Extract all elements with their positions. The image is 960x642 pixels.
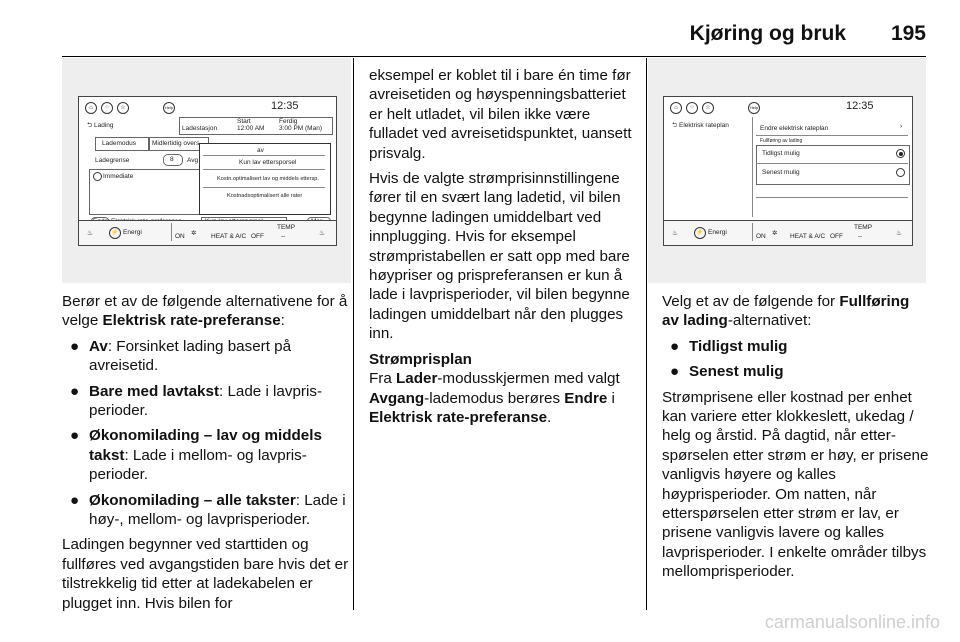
dropdown-sep bbox=[203, 187, 325, 188]
clock: 12:35 bbox=[271, 100, 299, 112]
help-icon: Help bbox=[748, 102, 760, 114]
item-text: : Lade i lavprisperioder. bbox=[89, 382, 323, 420]
energi-label: Energi bbox=[708, 229, 727, 236]
clock: 12:35 bbox=[846, 100, 874, 112]
seat-left-icon: ♨ bbox=[87, 230, 93, 237]
immediate-label: Immediate bbox=[103, 173, 134, 180]
screen-charging bbox=[78, 96, 337, 246]
item-bold: Økonomilading – lav og middels takst bbox=[89, 427, 322, 464]
col3-paragraph: Strømprisene eller kostnad per enhet kan variere etter klokkeslett, ukedag / helg og årstid. På dagtid, når etterspørselen etter strøm er høy, er prisene vanligvis høyere og kalles høyprisperioder. Om natten, når etterspørselen etter strøm er lav, er prisene vanligvis lavere og kalles lavprisperioder. I enkelte områder tilbys mellomprisperioder. bbox=[662, 388, 929, 581]
station-label: Ladestasjon bbox=[182, 125, 218, 132]
energy-icon: ⚡ bbox=[694, 227, 706, 239]
col1-intro-colon: : bbox=[280, 312, 285, 330]
t: Velg et av de følgende for bbox=[662, 293, 840, 310]
item-text: : Lade i høy-, mellom- og lavprisperioder. bbox=[89, 491, 346, 529]
t: -alternativet: bbox=[727, 312, 812, 330]
help-icon: Help bbox=[163, 102, 175, 114]
t-bold: Fullføring av lading bbox=[662, 293, 910, 330]
dropdown-item-kostn-lav-middels: Kostn.optimalisert lav og middels ettersp. bbox=[217, 176, 319, 182]
col1-intro-text: Berør et av de følgende alternativene for å velge bbox=[62, 293, 348, 330]
opt-tidligst-radio bbox=[896, 149, 905, 158]
ferdig-value: 3:00 PM (Man) bbox=[279, 125, 322, 132]
ferdig-header: Ferdig bbox=[279, 118, 298, 125]
fan-icon: ✲ bbox=[191, 230, 197, 237]
favorites-icon: ☆ bbox=[702, 102, 714, 114]
temp-value: -- bbox=[858, 233, 863, 240]
t-bold: Lader bbox=[396, 370, 438, 388]
home-icon: ⌂ bbox=[85, 102, 97, 114]
tab-lademodus-label: Lademodus bbox=[102, 140, 136, 147]
apps-icon: ⁘ bbox=[686, 102, 698, 114]
chevron-right-icon: › bbox=[900, 123, 903, 130]
ladegrense-label: Ladegrense bbox=[95, 157, 130, 164]
dropdown-sep bbox=[203, 155, 325, 156]
item-text: : Forsinket lading basert på avreisetid. bbox=[89, 337, 292, 375]
fullf-label: Fullføring av lading bbox=[760, 138, 803, 144]
climate-bar bbox=[664, 220, 912, 245]
completion-options-list bbox=[662, 337, 930, 382]
energi-label: Energi bbox=[123, 229, 142, 236]
panel-divider bbox=[752, 117, 753, 217]
sep bbox=[756, 197, 908, 198]
home-icon: ⌂ bbox=[670, 102, 682, 114]
off-label: OFF bbox=[830, 233, 843, 240]
watermark: carmanualsonline.info bbox=[764, 612, 940, 632]
tab-midlertidig-label: Midlertidig overs bbox=[152, 140, 200, 147]
col2-p1: eksempel er koblet til i bare én time før avreisetiden og høyspenningsbatteriet er helt utladet, vil bilen ikke være fulladet ved avreisetidspunktet, uansett prisvalg. bbox=[369, 67, 632, 162]
energy-icon: ⚡ bbox=[109, 227, 121, 239]
col2-p3 bbox=[369, 369, 635, 427]
t: -lademodus berøres bbox=[424, 389, 565, 407]
bar-divider bbox=[752, 223, 753, 241]
col2-p2: Hvis de valgte strømprisinnstillingene fører til en svært lang ladetid, vil bilen begynne ladingen umiddelbart ved innplugging. Hvis for eksempel strømpristabellen er satt opp med bare høypriser og prispreferansen er kun å lade i lavprisperioder, vil bilen begynne ladingen umiddelbart når den plugges inn. bbox=[369, 170, 630, 343]
back-arrow-icon: ⮌ bbox=[672, 122, 680, 129]
column-divider-2 bbox=[646, 58, 647, 610]
item-bold: Økonomilading – alle takster bbox=[89, 491, 296, 509]
col3-intro bbox=[662, 292, 930, 331]
off-label: OFF bbox=[251, 233, 264, 240]
list-item bbox=[662, 337, 930, 356]
sep bbox=[756, 135, 908, 136]
list-item bbox=[62, 382, 352, 421]
list-item bbox=[62, 491, 352, 530]
apps-icon: ⁘ bbox=[101, 102, 113, 114]
col1-paragraph: Ladingen begynner ved starttiden og fullføres ved avgangstiden bare hvis det er tilstrekkelig tid etter at ladekabelen er plugget inn. Hvis bilen for bbox=[62, 536, 349, 612]
endre-plan-label: Endre elektrisk rateplan bbox=[760, 125, 829, 132]
ladegrense-tail: Avg bbox=[187, 157, 199, 164]
sep bbox=[756, 163, 908, 164]
ladegrense-value: 8 bbox=[170, 156, 174, 163]
screen-rate-plan bbox=[663, 96, 913, 246]
t: -modusskjermen med valgt bbox=[437, 370, 620, 388]
bullet-icon: ● bbox=[670, 337, 680, 355]
on-label: ON bbox=[175, 233, 185, 240]
t-bold: Endre bbox=[564, 389, 608, 407]
bullet-icon: ● bbox=[70, 382, 80, 400]
bullet-icon: ● bbox=[70, 337, 80, 355]
dropdown-sep bbox=[203, 169, 325, 170]
favorites-icon: ☆ bbox=[117, 102, 129, 114]
column-3-text bbox=[662, 292, 930, 588]
item-bold: Av bbox=[89, 337, 108, 355]
heat-label: HEAT & A/C bbox=[211, 233, 247, 240]
item-bold: Bare med lavtakst bbox=[89, 382, 220, 400]
bullet-icon: ● bbox=[70, 491, 80, 509]
t: i bbox=[607, 389, 615, 407]
list-item bbox=[662, 362, 930, 381]
column-divider-1 bbox=[353, 58, 354, 610]
seat-right-icon: ♨ bbox=[319, 230, 325, 237]
col1-intro-bold: Elektrisk rate-preferanse bbox=[102, 312, 281, 330]
bullet-icon: ● bbox=[70, 427, 80, 445]
t: Fra bbox=[369, 370, 397, 388]
col1-intro bbox=[62, 292, 352, 331]
page-header-title: Kjøring og bruk bbox=[689, 22, 846, 45]
dropdown-item-kun-lav: Kun lav ettersporsel bbox=[239, 159, 297, 166]
temp-label: TEMP bbox=[854, 224, 873, 231]
dropdown-item-alle-rater: Kostnadsoptimalisert alle rater bbox=[227, 193, 303, 199]
rate-options-list bbox=[62, 337, 352, 530]
column-2-text bbox=[369, 66, 635, 433]
t-bold: Avgang bbox=[369, 389, 425, 407]
heat-label: HEAT & A/C bbox=[790, 233, 826, 240]
temp-value: -- bbox=[281, 233, 286, 240]
fan-icon: ✲ bbox=[772, 230, 778, 237]
temp-label: TEMP bbox=[277, 224, 296, 231]
column-1-text bbox=[62, 292, 352, 619]
t-bold: Elektrisk rate-preferanse bbox=[369, 408, 548, 426]
immediate-radio bbox=[93, 172, 102, 181]
opt-senest-radio bbox=[896, 168, 905, 177]
climate-bar bbox=[79, 220, 336, 245]
header-rule bbox=[62, 56, 926, 57]
opt-tidligst: Tidligst mulig bbox=[762, 150, 800, 157]
on-label: ON bbox=[756, 233, 766, 240]
item-bold: Senest mulig bbox=[689, 363, 784, 381]
page-number: 195 bbox=[890, 22, 926, 45]
back-rateplan-label: Elektrisk rateplan bbox=[679, 122, 729, 129]
item-text: : Lade i mellom- og lavprisperioder. bbox=[89, 446, 307, 484]
section-heading: Strømprisplan bbox=[369, 350, 472, 368]
list-item bbox=[62, 426, 352, 484]
item-bold: Tidligst mulig bbox=[689, 337, 788, 355]
seat-left-icon: ♨ bbox=[672, 230, 678, 237]
start-value: 12:00 AM bbox=[237, 125, 265, 132]
start-header: Start bbox=[237, 118, 251, 125]
t: . bbox=[547, 408, 552, 426]
back-arrow-icon: ⮌ bbox=[87, 122, 95, 129]
back-lading bbox=[87, 121, 114, 132]
dropdown-item-av: av bbox=[257, 147, 264, 154]
bullet-icon: ● bbox=[670, 363, 680, 381]
bar-divider bbox=[171, 223, 172, 241]
seat-right-icon: ♨ bbox=[896, 230, 902, 237]
back-rateplan bbox=[672, 121, 729, 132]
figure-rate-plan-screen bbox=[648, 58, 926, 283]
back-lading-label: Lading bbox=[94, 122, 114, 129]
opt-senest: Senest mulig bbox=[762, 169, 800, 176]
list-item bbox=[62, 337, 352, 376]
figure-charging-screen bbox=[62, 58, 351, 283]
